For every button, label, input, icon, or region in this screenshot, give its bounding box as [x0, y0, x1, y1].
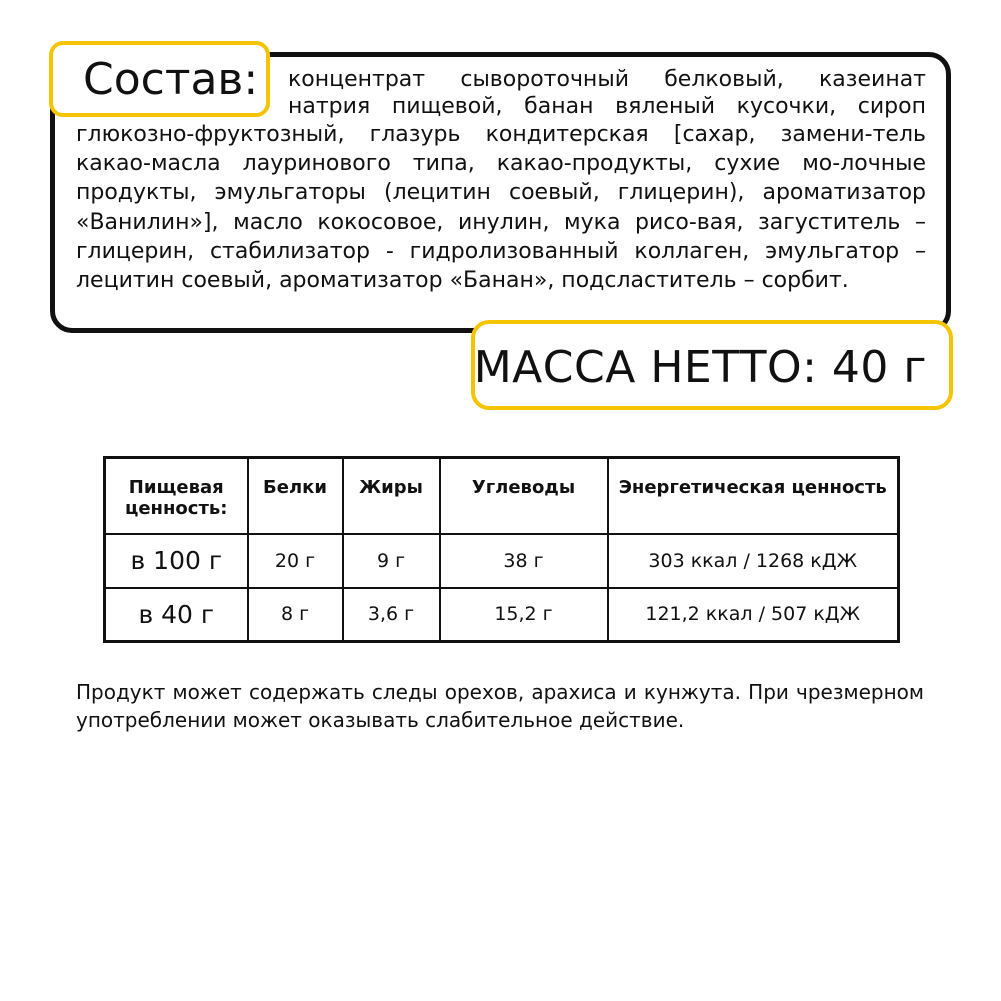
header-carbohydrates: Углеводы: [440, 458, 608, 534]
cell-carbohydrates-100g: 38 г: [440, 534, 608, 588]
allergen-warning: Продукт может содержать следы орехов, арахиса и кунжута. При чрезмерном употреблении может оказывать слабительное действие.: [76, 680, 924, 732]
cell-proteins-40g: 8 г: [248, 588, 343, 642]
header-proteins: Белки: [248, 458, 343, 534]
cell-energy-40g: 121,2 ккал / 507 кДЖ: [608, 588, 899, 642]
table-row: [105, 534, 899, 588]
composition-label-box: [49, 41, 270, 117]
cell-energy-100g: 303 ккал / 1268 кДЖ: [608, 534, 899, 588]
cell-proteins-100g: 20 г: [248, 534, 343, 588]
table-header-row: [105, 458, 899, 534]
composition-label: Состав:: [83, 54, 259, 105]
ingredients-text-start: концентрат сывороточный белковый, казеинат натрия пищевой, банан вяленый кусочки, сироп: [288, 67, 926, 119]
net-weight-label: МАССА НЕТТО: 40 г: [473, 342, 927, 393]
ingredients-text-rest: глюкозно-фруктозный, глазурь кондитерская [сахар, замени-тель какао-масла лауринового типа, какао-продукты, сухие мо-лочные продукты, эмульгаторы (лецитин соевый, глицерин), ароматизатор «Ванилин»], масло кокосовое, инулин, мука рисо-вая, загуститель – глицерин, стабилизатор - гидролизованный коллаген, эмульгатор – лецитин соевый, ароматизатор «Банан», подсластитель – сорбит.: [76, 122, 926, 294]
row-label-40g: в 40 г: [105, 588, 248, 642]
header-fats: Жиры: [343, 458, 440, 534]
row-label-100g: в 100 г: [105, 534, 248, 588]
nutrition-table: [103, 456, 900, 643]
cell-fats-100g: 9 г: [343, 534, 440, 588]
table-row: [105, 588, 899, 642]
net-weight-box: [471, 320, 953, 410]
cell-carbohydrates-40g: 15,2 г: [440, 588, 608, 642]
cell-fats-40g: 3,6 г: [343, 588, 440, 642]
header-energy-value: Энергетическая ценность: [608, 458, 899, 534]
header-nutrition-value: Пищевая ценность:: [105, 458, 248, 534]
